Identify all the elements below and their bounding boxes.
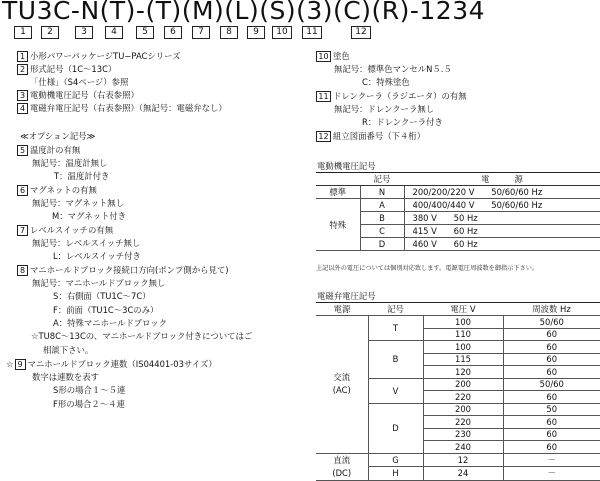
item-4: 4 電磁弁電圧記号（右表参照）（無記号：電磁弁なし）: [17, 103, 227, 114]
table-row: 直流 (DC) G 12 －: [316, 453, 600, 467]
table-row: B 100 60: [316, 341, 600, 354]
motor-voltage-table: [316, 173, 600, 251]
valve-section-title: 電磁弁電圧記号: [317, 291, 376, 301]
item-8: 8 マニホールドブロック接続口方向(ポンプ側から見て): [17, 265, 229, 276]
box-6: 6: [17, 185, 28, 196]
table-row: B 380 V 50 Hz: [316, 212, 600, 225]
item-9-opt: 数字は連数を表す: [32, 372, 99, 382]
item-5-opt: T：温度計付き: [54, 171, 110, 181]
item-8-opt: F：前面（TU1C〜3Cのみ）: [53, 305, 159, 315]
number-box: 6: [164, 26, 182, 39]
item-2-note: 「仕様」（S4ページ）参照: [30, 77, 129, 87]
col-frequency: 周波数 Hz: [503, 303, 600, 316]
number-box: 5: [136, 26, 154, 39]
item-3: 3 電動機電圧記号（右表参照）: [17, 90, 139, 101]
table-row: 標準 N 200/200/220 V 50/60/60 Hz: [316, 186, 600, 199]
table-row: 特殊 A 400/400/440 V 50/60/60 Hz: [316, 199, 600, 212]
number-box: 7: [192, 26, 210, 39]
item-5-opt: 無記号：温度計無し: [32, 158, 108, 168]
item-8-opt: S：右側面（TU1C〜7C）: [53, 291, 151, 301]
number-box: 4: [105, 26, 123, 39]
box-9: 9: [15, 359, 26, 370]
item-6-opt: M：マグネット付き: [52, 211, 127, 221]
number-box: 3: [75, 26, 93, 39]
item-10-opt: 無記号：標準色マンセルN５.５: [334, 64, 452, 74]
number-box: 9: [247, 26, 265, 39]
box-2: 2: [17, 64, 28, 75]
valve-voltage-table: [316, 302, 600, 481]
table-row: 220 60: [316, 416, 600, 429]
box-5: 5: [17, 145, 28, 156]
group-ac: 交流 (AC): [316, 316, 368, 454]
item-6-opt: 無記号：マグネット無し: [32, 198, 125, 208]
item-11: 11 ドレンクーラ（ラジエータ）の有無: [316, 91, 467, 102]
col-power: 電 源: [404, 173, 600, 186]
item-5: 5 温度計の有無: [17, 145, 80, 156]
table-row: 110 60: [316, 328, 600, 341]
motor-note: 上記以外の電圧については個別対応致します。電源電圧周波数を御指示下さい。: [316, 265, 539, 272]
item-9-opt: S形の場合１〜５連: [53, 385, 126, 395]
item-11-opt: 無記号：ドレンクーラ無し: [334, 104, 435, 114]
item-8-note: ☆TU8C〜13Cの、マニホールドブロック付きについてはご: [31, 331, 253, 341]
table-row: 240 60: [316, 441, 600, 454]
group-dc: 直流 (DC): [316, 453, 368, 480]
item-8-opt: A：特殊マニホールドブロック: [53, 318, 168, 328]
table-row: D 460 V 60 Hz: [316, 238, 600, 251]
item-1: 1 小形パワーパッケージTU−PACシリーズ: [17, 51, 180, 62]
motor-section-title: 電動機電圧記号: [317, 161, 376, 171]
col-voltage: 電圧 V: [423, 303, 503, 316]
col-code: 記号: [368, 303, 423, 316]
item-7-opt: 無記号：レベルスイッチ無し: [32, 238, 141, 248]
table-row: 230 60: [316, 428, 600, 441]
box-10: 10: [316, 51, 331, 62]
table-row: D 200 50: [316, 403, 600, 416]
table-row: C 415 V 60 Hz: [316, 225, 600, 238]
table-row: 220 60: [316, 391, 600, 404]
box-3: 3: [17, 90, 28, 101]
item-9: ☆ 9 マニホールドブロック連数（IS04401-03サイズ）: [6, 359, 217, 369]
item-10: 10 塗色: [316, 51, 350, 62]
table-row: 115 60: [316, 353, 600, 366]
item-11-opt: R：ドレンクーラ付き: [362, 117, 443, 127]
item-7-opt: L：レベルスイッチ付き: [53, 251, 141, 261]
box-7: 7: [17, 225, 28, 236]
table-row: V 200 50/60: [316, 378, 600, 391]
box-12: 12: [316, 131, 331, 142]
box-1: 1: [17, 51, 28, 62]
number-box: 1: [14, 26, 32, 39]
item-7: 7 レベルスイッチの有無: [17, 225, 113, 236]
group-standard: 標準: [316, 186, 360, 199]
item-8-note: 相談下さい。: [43, 345, 94, 355]
item-12: 12 組立図面番号（下４桁）: [316, 131, 425, 142]
number-box: 2: [41, 26, 59, 39]
table-row: 120 60: [316, 366, 600, 379]
model-code-title: TU3C-N(T)-(T)(M)(L)(S)(3)(C)(R)-1234: [2, 0, 486, 25]
item-10-opt: C：特殊塗色: [362, 77, 410, 87]
table-row: 交流 (AC) T 100 50/60: [316, 316, 600, 329]
col-code: 記号: [360, 173, 404, 186]
box-8: 8: [17, 265, 28, 276]
item-9-opt: F形の場合２〜４連: [53, 399, 125, 409]
number-box: 8: [220, 26, 238, 39]
option-heading: ≪オプション記号≫: [20, 131, 96, 141]
number-box: 11: [302, 26, 322, 39]
col-source: 電源: [316, 303, 368, 316]
number-box: 12: [351, 26, 371, 39]
item-2: 2 形式記号（1C〜13C）: [17, 64, 116, 75]
group-special: 特殊: [316, 199, 360, 251]
item-6: 6 マグネットの有無: [17, 185, 97, 196]
table-row: H 24 －: [316, 467, 600, 481]
box-4: 4: [17, 103, 28, 114]
item-8-opt: 無記号：マニホールドブロック無し: [32, 278, 166, 288]
number-box: 10: [272, 26, 292, 39]
box-11: 11: [316, 91, 331, 102]
